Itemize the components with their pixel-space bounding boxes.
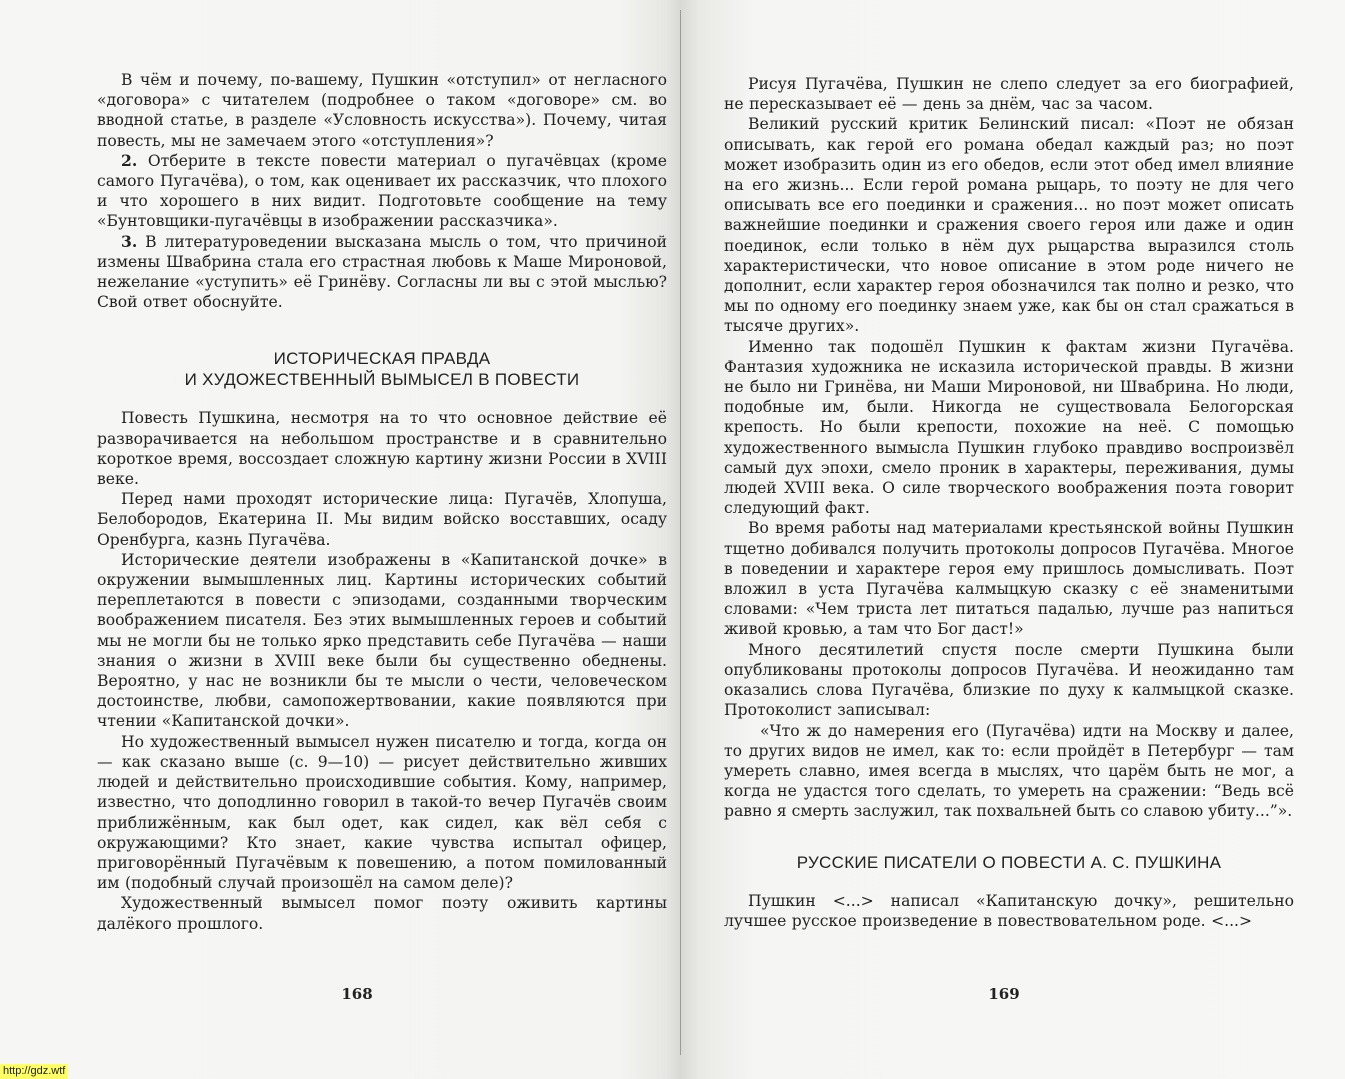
- site-watermark: http://gdz.wtf: [0, 1064, 68, 1079]
- left-paragraph-3: Исторические деятели изображены в «Капитанской дочке» в окружении вымышленных лиц. Картины исторических событий переплетаются в повести с эпизодами, созданными творческим воображением писателя. Без этих вымышленных героев и событий мы не могли бы не только ярко представить себе Пугачёва — наши знания о жизни в XVIII веке были бы существенно обеднены. Вероятно, у нас не возникли бы те мысли о чести, человеческом достоинстве, любви, самопожертвовании, какие появляются при чтении «Капитанской дочки».: [97, 550, 667, 731]
- right-page: [724, 74, 1294, 931]
- question-1: [97, 70, 667, 151]
- question-3-text: В литературоведении высказана мысль о том, что причиной измены Швабрина стала его страстная любовь к Маше Мироновой, нежелание «уступить» её Гринёву. Согласны ли вы с этой мыслью? Свой ответ обоснуйте.: [97, 232, 667, 312]
- right-paragraph-4: Во время работы над материалами крестьянской войны Пушкин тщетно добивался получить протоколы допросов Пугачёва. Многое в поведении и характере героя ему пришлось домысливать. Поэт вложил в уста Пугачёва калмыцкую сказку с её знаменитыми словами: «Чем триста лет питаться падалью, лучше раз напиться живой кровью, а там что Бог даст!»: [724, 519, 1294, 639]
- right-paragraph-5: Много десятилетий спустя после смерти Пушкина были опубликованы протоколы допросов Пугачёва. И неожиданно там оказались слова Пугачёва, близкие по духу к калмыцкой сказке. Протоколист записывал:: [724, 640, 1294, 720]
- right-page-number: 169: [988, 985, 1020, 1003]
- right-paragraph-1: Рисуя Пугачёва, Пушкин не слепо следует за его биографией, не пересказывает её — день за днём, час за часом.: [724, 75, 1294, 114]
- question-3: [97, 232, 667, 313]
- heading-russian-writers-text: РУССКИЕ ПИСАТЕЛИ О ПОВЕСТИ А. С. ПУШКИНА: [796, 852, 1222, 872]
- right-closing-paragraph: Пушкин <...> написал «Капитанскую дочку», решительно лучшее русское произведение в повествовательном роде. <...>: [724, 891, 1294, 930]
- right-paragraph-3: Именно так подошёл Пушкин к фактам жизни Пугачёва. Фантазия художника не исказила исторической правды. В жизни не было ни Гринёва, ни Маши Мироновой, ни Швабрина. Но люди, подобные им, были. Никогда не существовала Белогорская крепость. Но были крепости, похожие на неё. С помощью художественного вымысла Пушкин глубоко правдиво воспроизвёл самый дух эпохи, смело проник в характеры, переживания, думы людей XVIII века. О силе творческого воображения поэта говорит следующий факт.: [724, 337, 1294, 518]
- book-gutter: [680, 10, 681, 1055]
- question-1-text: В чём и почему, по-вашему, Пушкин «отступил» от негласного «договора» с читателем (подробнее о таком «договоре» см. во вводной статье, в разделе «Условность искусства»). Почему, читая повесть, мы не замечаем этого «отступления»?: [97, 71, 667, 150]
- left-paragraph-1: Повесть Пушкина, несмотря на то что основное действие её разворачивается на небольшом пространстве и в сравнительно короткое время, воссоздает сложную картину жизни России в XVIII веке.: [97, 409, 667, 489]
- question-2-text: Отберите в тексте повести материал о пугачёвцах (кроме самого Пугачёва), о том, как оценивает их рассказчик, что плохого и что хорошего в них видит. Подготовьте сообщение на тему «Бунтовщики-пугачёвцы в изображении рассказчика».: [97, 151, 667, 231]
- protocol-quote: «Что ж до намерения его (Пугачёва) идти на Москву и далее, то других видов не имел, как то: если пройдёт в Петербург — там умереть славно, имея всегда в мыслях, что царём быть не мог, а когда не удастся того сделать, то умереть на сражении: “Ведь всё равно я смерть заслужил, так похвальней быть со славою убиту...”».: [724, 721, 1294, 821]
- heading-line-1: ИСТОРИЧЕСКАЯ ПРАВДА: [273, 349, 491, 369]
- left-paragraph-2: Перед нами проходят исторические лица: Пугачёв, Хлопуша, Белобородов, Екатерина II. Мы видим войско восставших, осаду Оренбурга, казнь Пугачёва.: [97, 490, 667, 549]
- left-paragraph-4: Но художественный вымысел нужен писателю и тогда, когда он — как сказано выше (с. 9—10) — рисует действительно живших людей и действительно происходившие события. Кому, например, известно, что доподлинно говорил в такой-то вечер Пугачёв своим приближённым, как был одет, как сидел, как вёл себя с окружающими? Кто знает, какие чувства испытал офицер, приговорённый Пугачёвым к повешению, а потом помилованный им (подобный случай произошёл на самом деле)?: [97, 732, 667, 893]
- left-page-number: 168: [341, 985, 373, 1003]
- right-paragraph-2: Великий русский критик Белинский писал: «Поэт не обязан описывать, как герой его романа обедал каждый раз; но поэт может изобразить один из его обедов, если этот обед имел влияние на его жизнь... Если герой романа рыцарь, то поэту не для чего описывать все его поединки и сражения... но поэт может описать важнейшие поединки и сражения своего героя или даже и один поединок, если только в нём дух рыцарства выразился столь характеристически, что новое описание в этом роде ничего не дополнит, если характер героя обозначился так полно и резко, что мы по одному его поединку знаем уже, как бы он стал сражаться в тысяче других».: [724, 115, 1294, 336]
- left-paragraph-5: Художественный вымысел помог поэту оживить картины далёкого прошлого.: [97, 894, 667, 933]
- question-2: [97, 151, 667, 232]
- section-heading-historical-truth: [97, 348, 667, 390]
- question-2-number: 2.: [121, 150, 138, 170]
- left-page: [97, 70, 667, 934]
- heading-line-2: И ХУДОЖЕСТВЕННЫЙ ВЫМЫСЕЛ В ПОВЕСТИ: [184, 370, 580, 390]
- section-heading-russian-writers: [724, 852, 1294, 873]
- question-3-number: 3.: [121, 231, 138, 251]
